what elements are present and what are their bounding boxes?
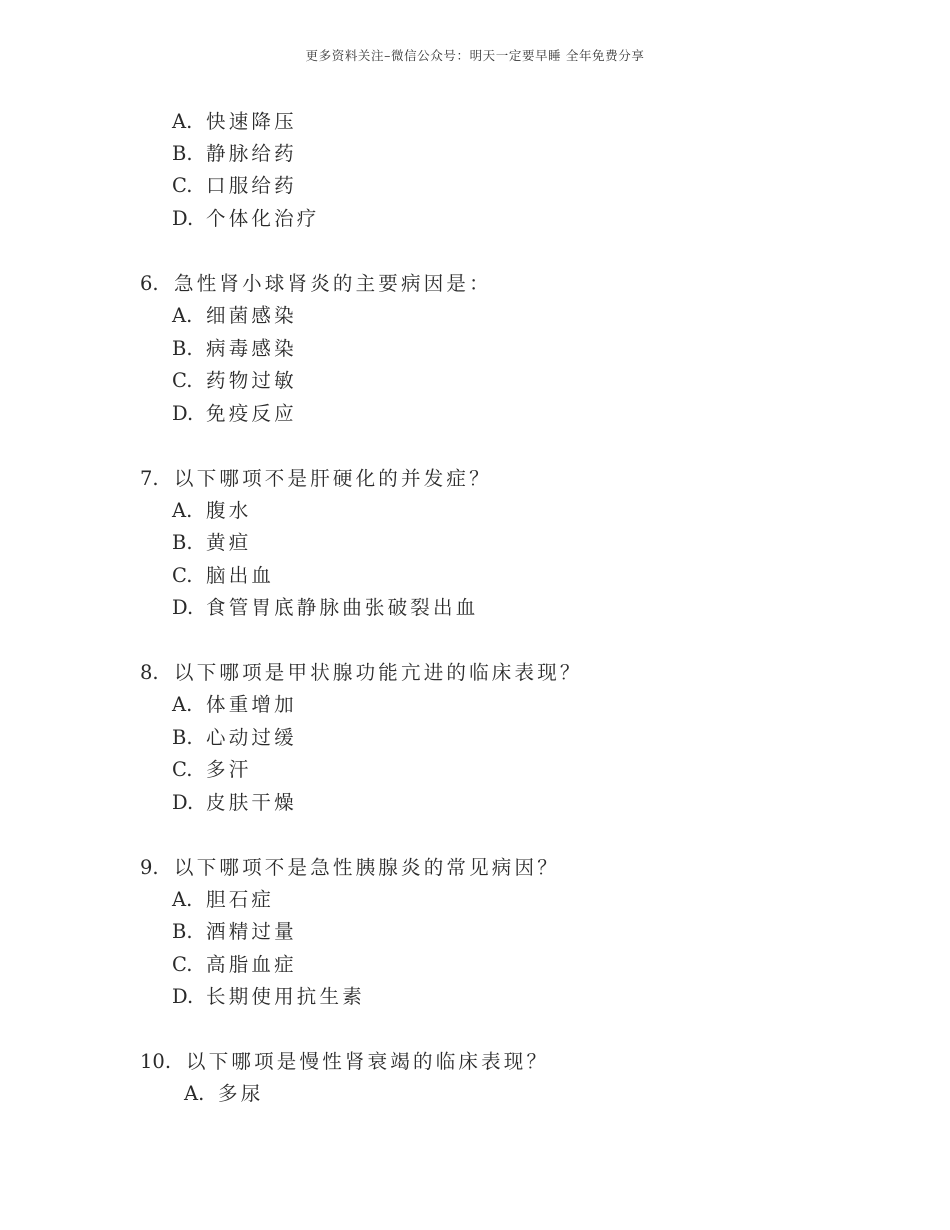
option-letter: D. [172,985,194,1008]
option-letter: A. [184,1082,205,1105]
option-b [172,726,297,750]
option-text: 心动过缓 [206,726,297,749]
option-b [172,337,297,361]
option-text: 黄疸 [206,531,252,554]
option-text: 细菌感染 [206,304,297,327]
option-text: 多尿 [218,1082,264,1105]
option-d [172,791,297,815]
option-text: 免疫反应 [206,402,297,425]
option-letter: A. [172,499,193,522]
option-a [172,888,274,912]
option-letter: C. [172,953,193,976]
question-7 [140,467,492,491]
option-letter: A. [172,110,193,133]
question-text: 以下哪项不是肝硬化的并发症？ [174,467,492,490]
option-text: 腹水 [206,499,252,522]
option-letter: A. [172,888,193,911]
option-text: 快速降压 [206,110,297,133]
option-text: 静脉给药 [206,142,297,165]
question-6 [140,272,492,296]
option-letter: B. [172,337,193,360]
option-text: 多汗 [206,758,252,781]
option-letter: D. [172,207,194,230]
option-text: 食管胃底静脉曲张破裂出血 [206,596,479,619]
question-number: 6. [140,272,159,295]
option-c [172,174,297,198]
option-a [184,1082,263,1106]
question-8 [140,661,583,685]
option-letter: A. [172,304,193,327]
option-text: 高脂血症 [206,953,297,976]
option-a [172,304,297,328]
option-text: 体重增加 [206,693,297,716]
page-header: 更多资料关注–微信公众号：明天一定要早睡 全年免费分享 [305,48,645,63]
option-letter: D. [172,596,194,619]
option-c [172,369,297,393]
option-a [172,693,297,717]
option-text: 药物过敏 [206,369,297,392]
option-text: 口服给药 [206,174,297,197]
option-b [172,531,251,555]
question-10 [140,1050,549,1074]
option-d [172,207,320,231]
option-letter: A. [172,693,193,716]
option-a [172,110,297,134]
option-d [172,985,365,1009]
option-letter: B. [172,142,193,165]
question-number: 10. [140,1050,172,1073]
option-b [172,142,297,166]
option-letter: B. [172,531,193,554]
option-text: 脑出血 [206,564,275,587]
option-letter: C. [172,174,193,197]
option-c [172,564,274,588]
option-letter: D. [172,791,194,814]
option-letter: B. [172,726,193,749]
option-text: 病毒感染 [206,337,297,360]
option-d [172,596,478,620]
option-letter: D. [172,402,194,425]
question-9 [140,856,560,880]
option-c [172,953,297,977]
question-text: 以下哪项不是急性胰腺炎的常见病因？ [174,856,560,879]
option-text: 个体化治疗 [206,207,320,230]
option-text: 胆石症 [206,888,275,911]
option-text: 长期使用抗生素 [206,985,365,1008]
question-number: 8. [140,661,159,684]
option-letter: C. [172,564,193,587]
option-d [172,402,297,426]
question-text: 以下哪项是甲状腺功能亢进的临床表现？ [174,661,583,684]
option-a [172,499,251,523]
option-letter: C. [172,369,193,392]
option-letter: C. [172,758,193,781]
option-b [172,920,297,944]
option-letter: B. [172,920,193,943]
question-text: 以下哪项是慢性肾衰竭的临床表现？ [186,1050,550,1073]
question-text: 急性肾小球肾炎的主要病因是： [174,272,492,295]
question-number: 7. [140,467,159,490]
option-text: 皮肤干燥 [206,791,297,814]
question-number: 9. [140,856,159,879]
option-c [172,758,251,782]
option-text: 酒精过量 [206,920,297,943]
